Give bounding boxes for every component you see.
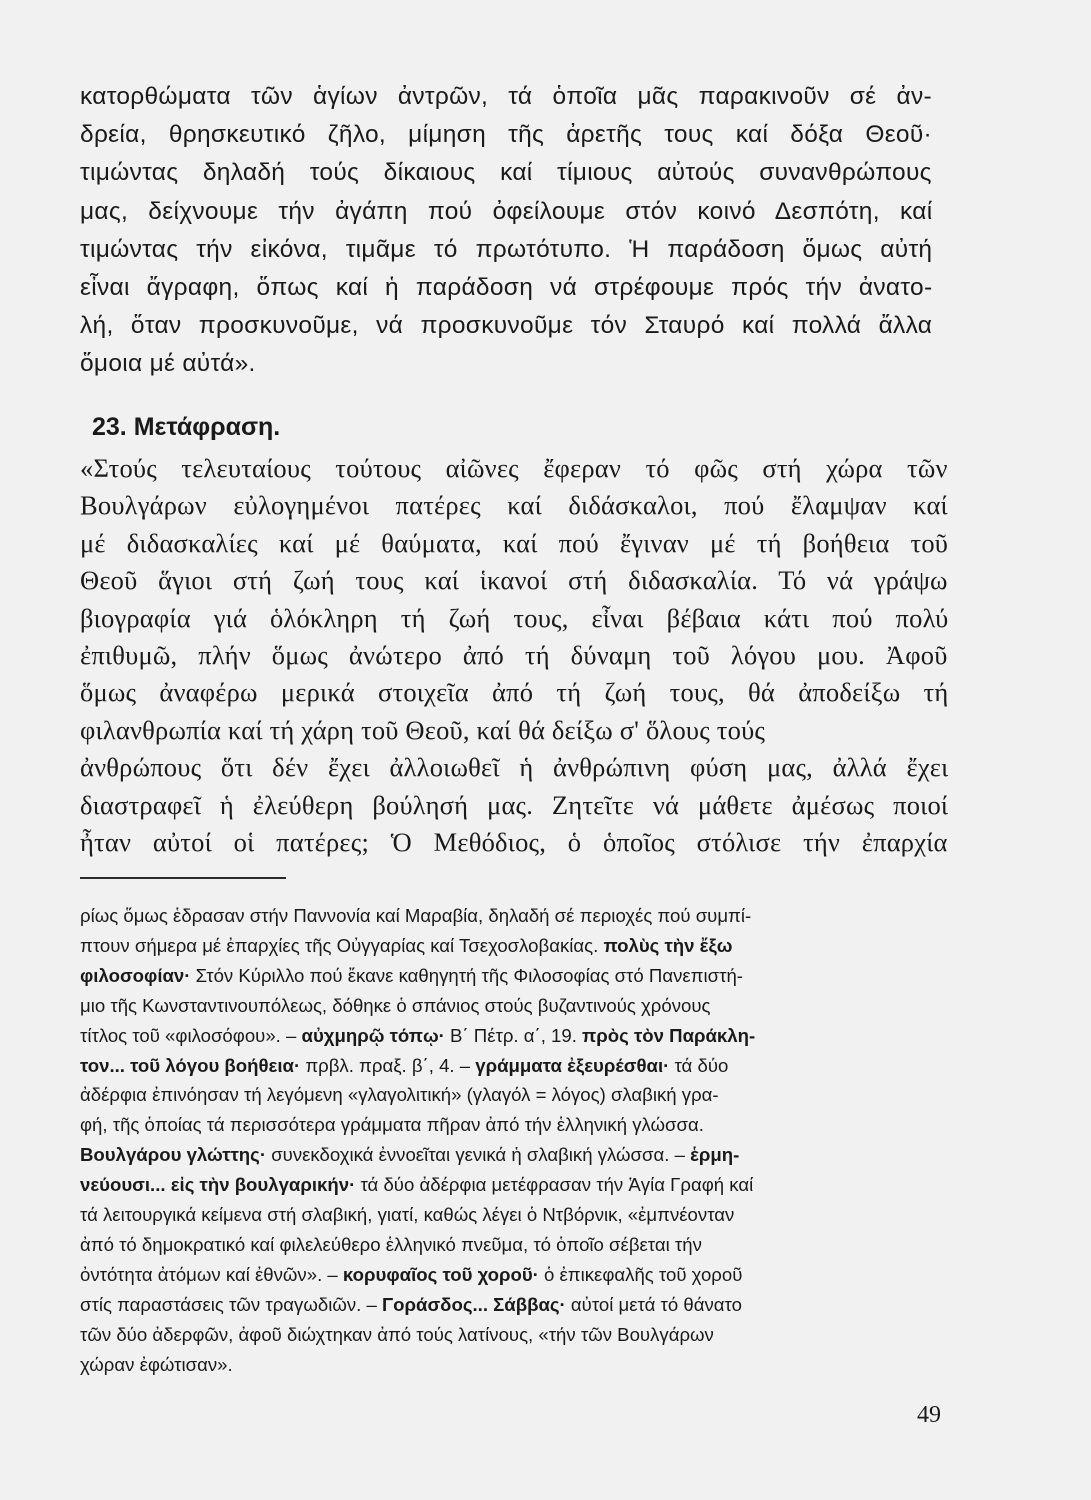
footnote-text: τίτλος τοῦ «φιλοσόφου». – xyxy=(80,1024,302,1046)
footnote-separator xyxy=(80,877,286,879)
footnote-line xyxy=(80,1324,714,1346)
footnote-line xyxy=(80,995,710,1017)
footnote-text: τά λειτουργικά κείμενα στή σλαβική, γιατί, καθώς λέγει ὁ Ντβόρνικ, «ἐμπνέονταν xyxy=(80,1204,735,1225)
footnote-keyword: πρὸς τὸν Παράκλη- xyxy=(582,1024,756,1046)
footnote-text: συνεκδοχικά ἐννοεῖται γενικά ἡ σλαβική γλώσσα. – xyxy=(266,1144,691,1166)
footnote-text: τά δύο ἀδέρφια μετέφρασαν τήν Ἁγία Γραφή καί xyxy=(355,1174,754,1196)
footnote-line xyxy=(80,1144,739,1166)
text-line: ὅμοια μέ αὐτά». xyxy=(80,350,256,378)
footnote-line xyxy=(80,965,743,987)
footnote-line xyxy=(80,1025,755,1047)
footnote-line xyxy=(80,1354,233,1376)
text-line: μας, δείχνουμε τήν ἀγάπη πού ὀφείλουμε στόν κοινό Δεσπότη, καί xyxy=(80,197,933,225)
footnote-line xyxy=(80,1174,753,1196)
footnote-keyword: αὐχμηρῷ τόπῳ· xyxy=(301,1024,445,1046)
footnote-line xyxy=(80,1294,742,1316)
footnote-line xyxy=(80,1204,734,1226)
footnote-line xyxy=(80,935,733,957)
footnote-text: ὀντότητα ἀτόμων καί ἐθνῶν». – xyxy=(80,1263,343,1285)
text-line: «Στούς τελευταίους τούτους αἰῶνες ἔφεραν τό φῶς στή χώρα τῶν xyxy=(80,453,948,483)
footnote-text: πτουν σήμερα μέ ἐπαρχίες τῆς Οὐγγαρίας καί Τσεχοσλοβακίας. xyxy=(80,934,604,956)
footnote-text: Β΄ Πέτρ. α΄, 19. xyxy=(444,1024,583,1046)
text-line: διαστραφεῖ ἡ ἐλεύθερη βούλησή μας. Ζητεῖτε νά μάθετε ἀμέσως ποιοί xyxy=(80,789,949,820)
footnote-keyword: πολὺς τὴν ἔξω xyxy=(603,934,733,956)
footnote-text: χώραν ἐφώτισαν». xyxy=(80,1353,233,1375)
footnote-keyword: Γοράσδος... Σάββας· xyxy=(382,1293,566,1315)
footnote-text: μιο τῆς Κωνσταντινουπόλεως, δόθηκε ὁ σπάνιος στούς βυζαντινούς χρόνους xyxy=(80,994,711,1016)
text-line: λή, ὅταν προσκυνοῦμε, νά προσκυνοῦμε τόν Σταυρό καί πολλά ἄλλα xyxy=(80,312,933,340)
footnote-line xyxy=(80,1055,728,1077)
footnote-line xyxy=(80,1084,719,1106)
footnote-keyword: ἑρμη- xyxy=(690,1144,740,1166)
text-line: Βουλγάρων εὐλογημένοι πατέρες καί διδάσκαλοι, πού ἔλαμψαν καί xyxy=(80,490,948,521)
text-line: Θεοῦ ἅγιοι στή ζωή τους καί ἱκανοί στή διδασκαλία. Τό νά γράψω xyxy=(80,565,948,596)
footnote-keyword: τον... τοῦ λόγου βοήθεια· xyxy=(80,1054,301,1076)
footnote-text: αὐτοί μετά τό θάνατο xyxy=(565,1293,742,1315)
footnote-keyword: κορυφαῖος τοῦ χοροῦ· xyxy=(342,1263,539,1285)
footnote-line xyxy=(80,1114,704,1136)
text-line: μέ διδασκαλίες καί μέ θαύματα, καί πού ἔγιναν μέ τή βοήθεια τοῦ xyxy=(80,527,949,558)
footnote-text: τά δύο xyxy=(669,1054,729,1076)
footnote-text: φή, τῆς ὁποίας τά περισσότερα γράμματα πῆραν ἀπό τήν ἑλληνική γλώσσα. xyxy=(80,1114,704,1136)
text-line: ὅμως ἀναφέρω μερικά στοιχεῖα ἀπό τή ζωή τους, θά ἀποδείξω τή xyxy=(80,677,949,708)
footnote-text: ἀδέρφια ἐπινόησαν τή λεγόμενη «γλαγολιτική» (γλαγόλ = λόγος) σλαβική γρα- xyxy=(80,1084,719,1106)
footnote-line xyxy=(80,905,751,927)
text-line: φιλανθρωπία καί τή χάρη τοῦ Θεοῦ, καί θά δείξω σ' ὅλους τούς xyxy=(80,714,766,745)
footnote-keyword: φιλοσοφίαν· xyxy=(80,964,191,986)
section-heading: 23. Μετάφραση. xyxy=(92,413,281,441)
text-line: τιμώντας τήν εἰκόνα, τιμᾶμε τό πρωτότυπο. Ἡ παράδοση ὅμως αὐτή xyxy=(80,235,933,263)
footnote-text: ὁ ἐπικεφαλῆς τοῦ χοροῦ xyxy=(538,1263,743,1285)
footnote-text: ρίως ὅμως ἑδρασαν στήν Παννονία καί Μαραβία, δηλαδή σέ περιοχές πού συμπί- xyxy=(80,905,752,926)
footnote-text: τῶν δύο ἀδερφῶν, ἀφοῦ διώχτηκαν ἀπό τούς λατίνους, «τήν τῶν Βουλγάρων xyxy=(80,1323,714,1345)
footnote-text: Στόν Κύριλλο πού ἔκανε καθηγητή τῆς Φιλοσοφίας στό Πανεπιστή- xyxy=(190,964,743,986)
text-line: εἶναι ἄγραφη, ὅπως καί ἡ παράδοση νά στρέφουμε πρός τήν ἀνατο- xyxy=(80,274,933,301)
text-line: ἦταν αὐτοί οἱ πατέρες; Ὁ Μεθόδιος, ὁ ὁποῖος στόλισε τήν ἐπαρχία xyxy=(80,827,948,857)
footnote-keyword: γράμματα ἐξευρέσθαι· xyxy=(475,1054,670,1076)
page-number: 49 xyxy=(917,1402,941,1428)
footnote-line xyxy=(80,1234,702,1256)
text-line: ἐπιθυμῶ, πλήν ὅμως ἀνώτερο ἀπό τή δύναμη τοῦ λόγου μου. Ἀφοῦ xyxy=(80,640,948,670)
footnote-keyword: νεύουσι... εἰς τὴν βουλγαρικήν· xyxy=(80,1174,356,1196)
footnote-keyword: Βουλγάρου γλώττης· xyxy=(80,1144,267,1166)
footnote-text: ἀπό τό δημοκρατικό καί φιλελεύθερο ἑλληνικό πνεῦμα, τό ὁποῖο σέβεται τήν xyxy=(80,1233,702,1255)
footnote-line xyxy=(80,1264,742,1286)
text-line: κατορθώματα τῶν ἁγίων ἀντρῶν, τά ὁποῖα μᾶς παρακινοῦν σέ ἀν- xyxy=(80,83,932,110)
footnote-text: πρβλ. πραξ. β΄, 4. – xyxy=(300,1054,476,1076)
footnote-text: στίς παραστάσεις τῶν τραγωδιῶν. – xyxy=(80,1293,382,1315)
text-line: ἀνθρώπους ὅτι δέν ἔχει ἀλλοιωθεῖ ἡ ἀνθρώπινη φύση μας, ἀλλά ἔχει xyxy=(80,752,949,783)
text-line: δρεία, θρησκευτικό ζῆλο, μίμηση τῆς ἀρετῆς τους καί δόξα Θεοῦ· xyxy=(80,121,933,149)
text-line: τιμώντας δηλαδή τούς δίκαιους καί τίμιους αὐτούς συνανθρώπους xyxy=(80,159,932,187)
text-line: βιογραφία γιά ὁλόκληρη τή ζωή τους, εἶναι βέβαια κάτι πού πολύ xyxy=(80,602,949,633)
